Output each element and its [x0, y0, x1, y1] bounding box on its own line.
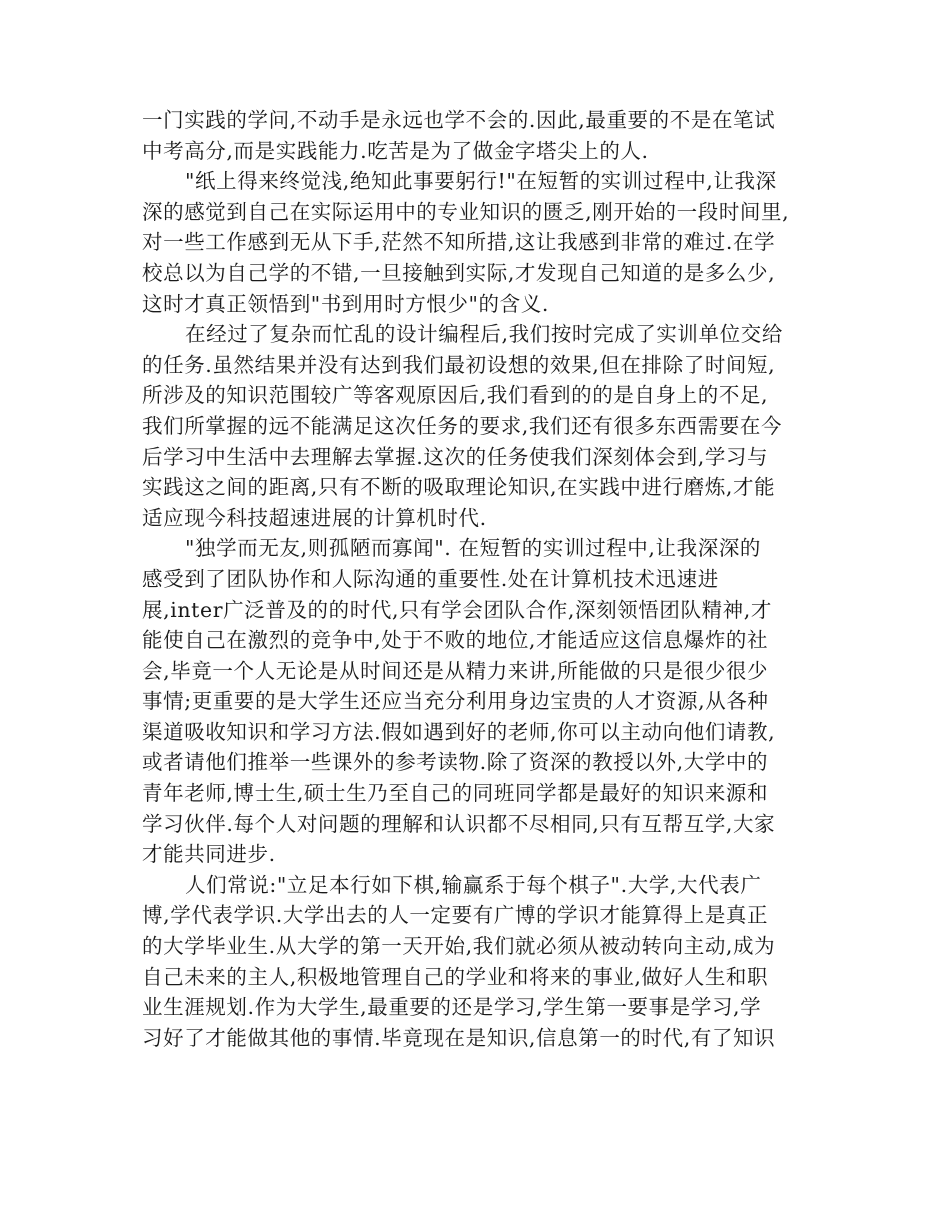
text-line: 青年老师,博士生,硕士生乃至自己的同班同学都是最好的知识来源和 — [142, 781, 769, 806]
text-line: 自己未来的主人,积极地管理自己的学业和将来的事业,做好人生和职 — [142, 964, 769, 989]
paragraph — [142, 105, 812, 166]
text-line: 渠道吸收知识和学习方法.假如遇到好的老师,你可以主动向他们请教, — [142, 719, 776, 744]
text-line: 深的感觉到自己在实际运用中的专业知识的匮乏,刚开始的一段时间里, — [142, 199, 790, 224]
text-line: "纸上得来终觉浅,绝知此事要躬行!"在短暂的实训过程中,让我深 — [185, 169, 777, 194]
document-body — [142, 105, 812, 1053]
text-line: 或者请他们推举一些课外的参考读物.除了资深的教授以外,大学中的 — [142, 750, 769, 775]
text-line: 对一些工作感到无从下手,茫然不知所措,这让我感到非常的难过.在学 — [142, 230, 776, 255]
text-line: 适应现今科技超速进展的计算机时代. — [142, 505, 487, 530]
text-line: 一门实践的学问,不动手是永远也学不会的.因此,最重要的不是在笔试 — [142, 108, 776, 132]
text-line: 感受到了团队协作和人际沟通的重要性.处在计算机技术迅速进 — [142, 566, 719, 591]
text-line: 事情;更重要的是大学生还应当充分利用身边宝贵的人才资源,从各种 — [142, 689, 769, 714]
text-line: 所涉及的知识范围较广等客观原因后,我们看到的的是自身上的不足, — [142, 383, 769, 408]
text-line: 在经过了复杂而忙乱的设计编程后,我们按时完成了实训单位交给 — [185, 322, 783, 347]
text-line: 实践这之间的距离,只有不断的吸取理论知识,在实践中进行磨炼,才能 — [142, 475, 776, 500]
paragraph — [142, 166, 812, 319]
text-line: 业生涯规划.作为大学生,最重要的还是学习,学生第一要事是学习,学 — [142, 995, 762, 1020]
text-line: 人们常说:"立足本行如下棋,输赢系于每个棋子".大学,大代表广 — [185, 872, 762, 897]
paragraph — [142, 319, 812, 533]
text-line: 的任务.虽然结果并没有达到我们最初设想的效果,但在排除了时间短, — [142, 352, 776, 377]
paragraph — [142, 870, 812, 1054]
text-line: 我们所掌握的远不能满足这次任务的要求,我们还有很多东西需要在今 — [142, 413, 783, 438]
text-line: 会,毕竟一个人无论是从时间还是从精力来讲,所能做的只是很少很少 — [142, 658, 769, 683]
text-line: 这时才真正领悟到"书到用时方恨少"的含义. — [142, 291, 549, 316]
text-line: "独学而无友,则孤陋而寡闻". 在短暂的实训过程中,让我深深的 — [185, 536, 762, 561]
text-line: 才能共同进步. — [142, 842, 276, 867]
text-line: 博,学代表学识.大学出去的人一定要有广博的学识才能算得上是真正 — [142, 903, 769, 928]
text-line: 能使自己在激烈的竞争中,处于不败的地位,才能适应这信息爆炸的社 — [142, 628, 769, 653]
text-line: 校总以为自己学的不错,一旦接触到实际,才发现自己知道的是多么少, — [142, 260, 776, 285]
text-line: 中考高分,而是实践能力.吃苦是为了做金字塔尖上的人. — [142, 138, 649, 163]
text-line: 学习伙伴.每个人对问题的理解和认识都不尽相同,只有互帮互学,大家 — [142, 811, 776, 836]
text-line: 习好了才能做其他的事情.毕竟现在是知识,信息第一的时代,有了知识 — [142, 1025, 776, 1050]
text-line: 展,inter广泛普及的的时代,只有学会团队合作,深刻领悟团队精神,才 — [142, 597, 772, 622]
paragraph — [142, 533, 812, 870]
text-line: 的大学毕业生.从大学的第一天开始,我们就必须从被动转向主动,成为 — [142, 934, 776, 959]
text-line: 后学习中生活中去理解去掌握.这次的任务使我们深刻体会到,学习与 — [142, 444, 769, 469]
